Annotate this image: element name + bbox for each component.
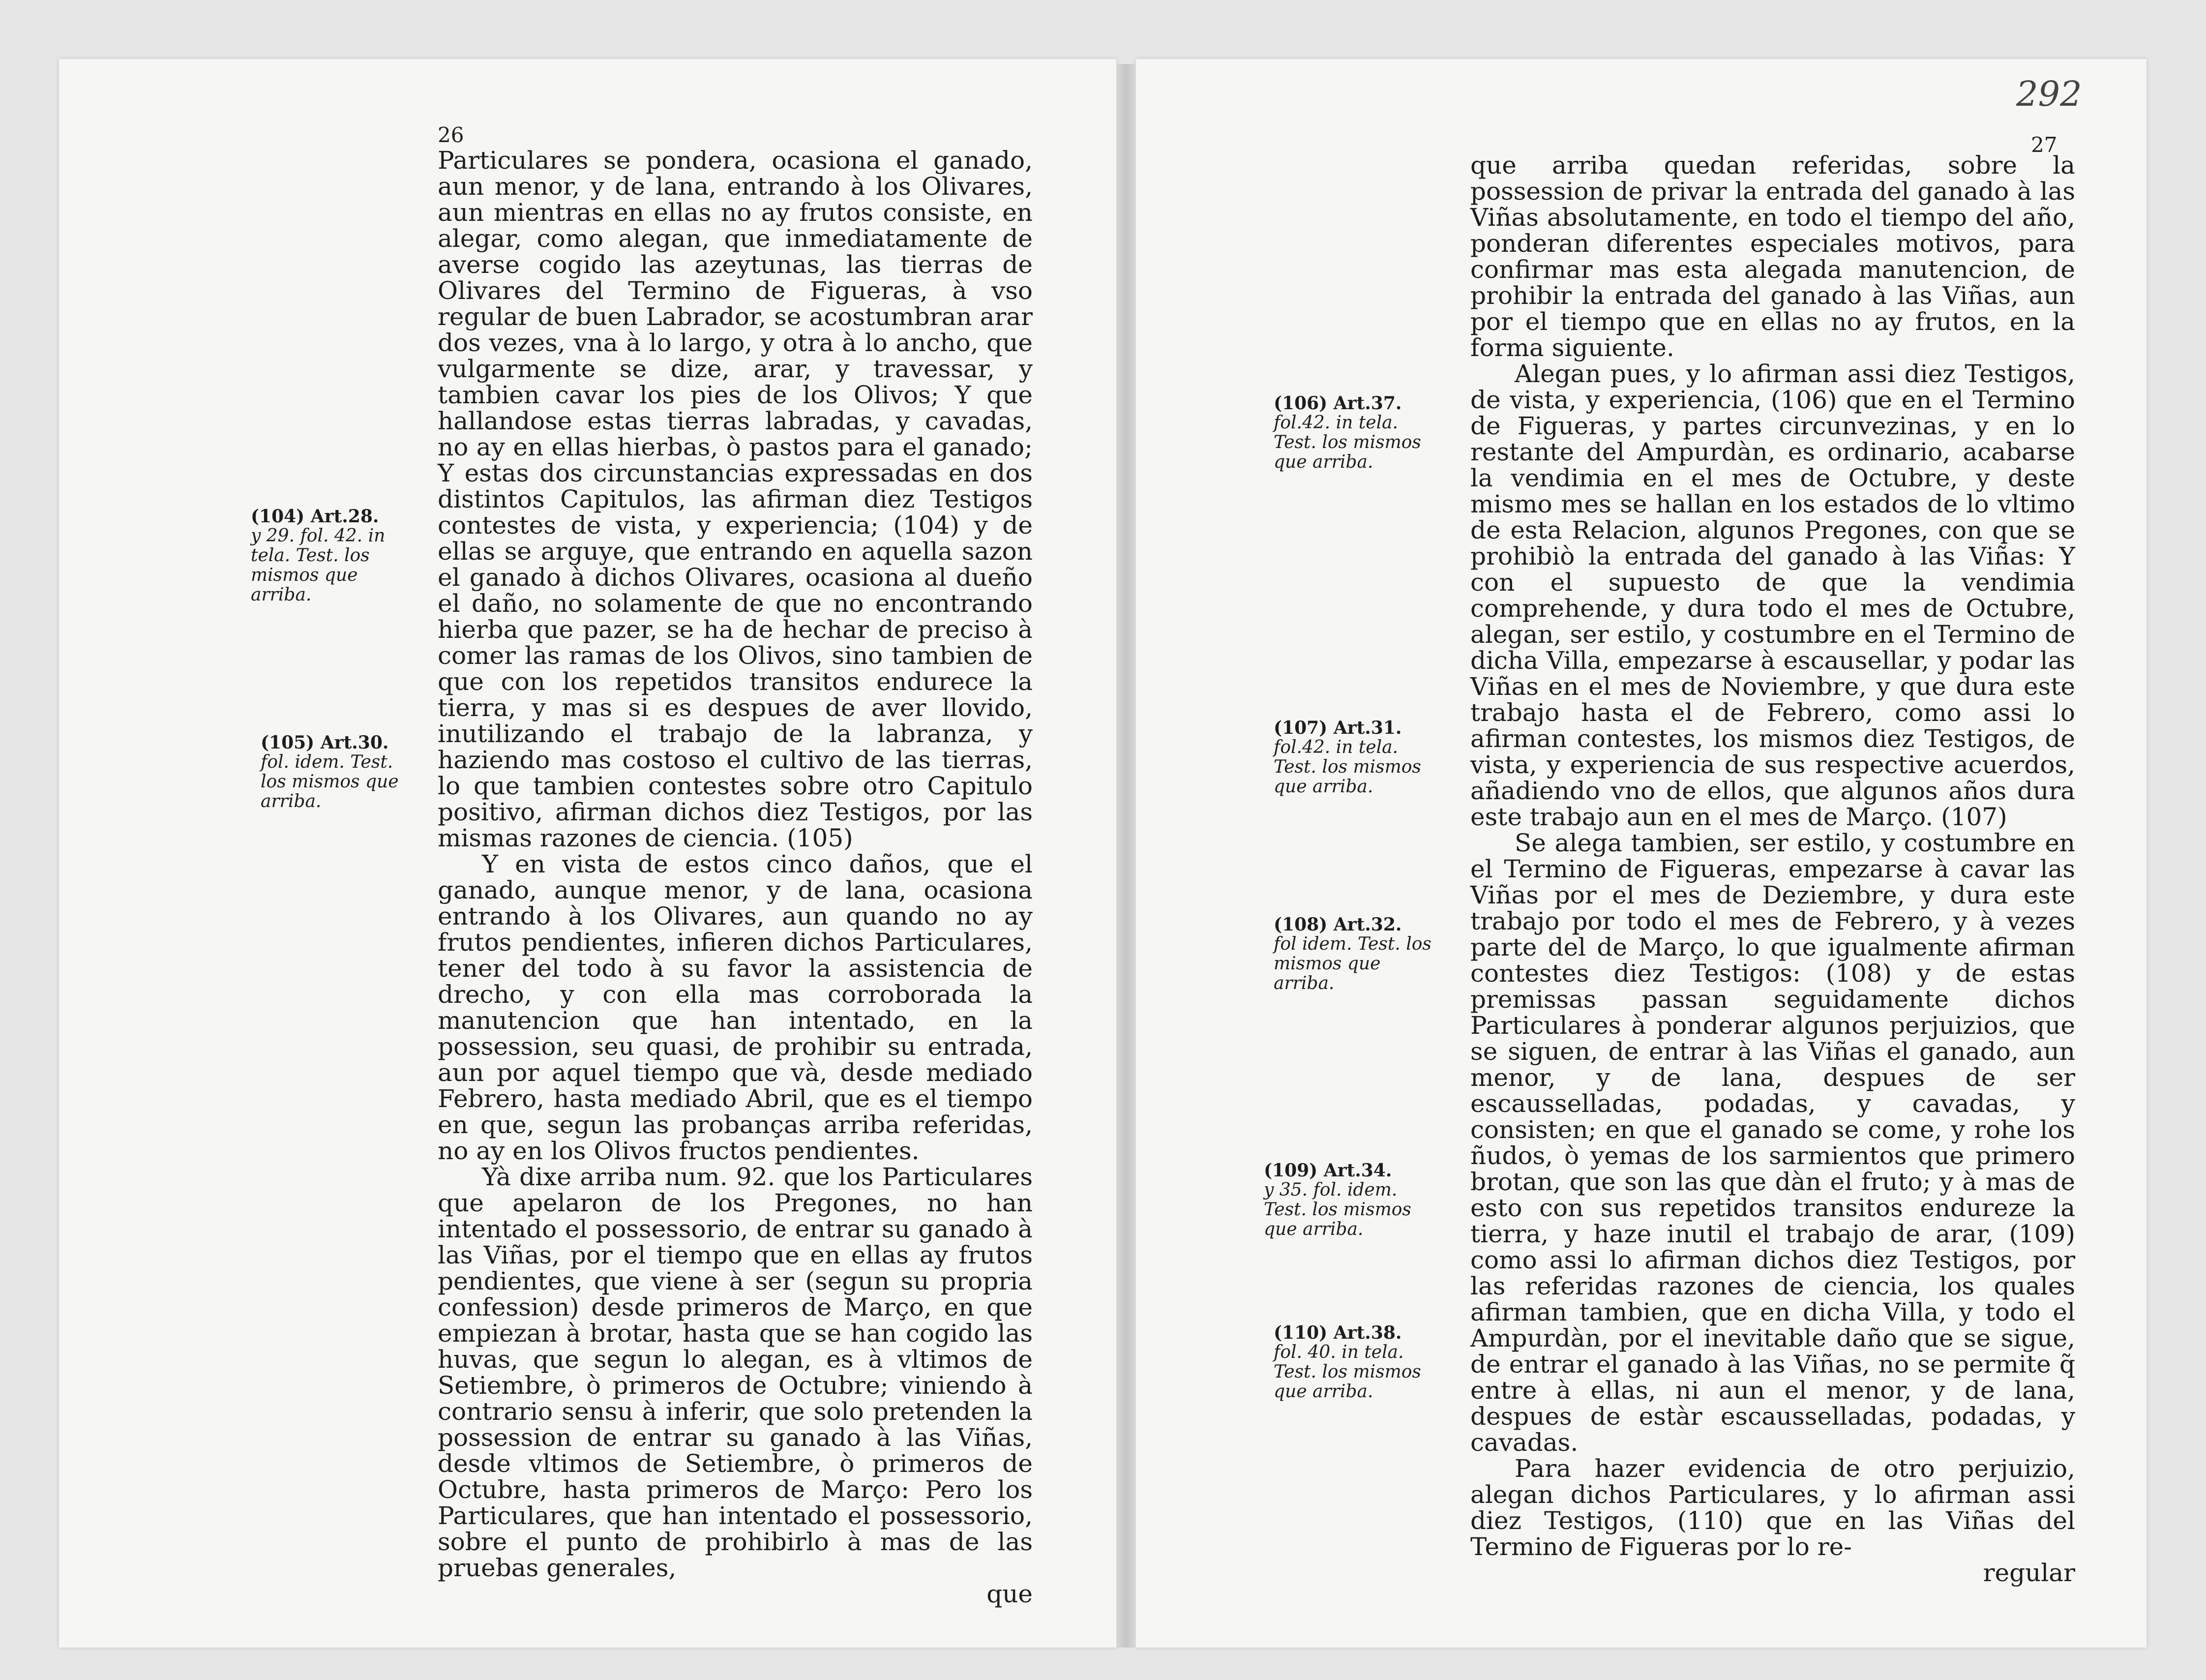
note-source: fol. 40. in tela. Test. los mismos que arriba.: [1274, 1342, 1421, 1402]
page-number-right: 27: [2031, 133, 2057, 157]
right-paragraph-1: que arriba quedan referidas, sobre la possession de privar la entrada del ganado à las Viñas absolutamente, en todo el tiempo del año, ponderan diferentes especiales motivos, para confirmar mas esta alegada manutencion, de prohibir la entrada del ganado à las Viñas, aun por el tiempo que en ellas no ay frutos, en la forma siguiente.: [1470, 151, 2075, 362]
note-source: fol.42. in tela. Test. los mismos que arriba.: [1274, 737, 1421, 797]
margin-note-104: [251, 507, 413, 605]
left-paragraph-3: Yà dixe arriba num. 92. que los Particulares que apelaron de los Pregones, no han intentado el possessorio, de entrar su ganado à las Viñas, por el tiempo que en ellas ay frutos pendientes, que viene à ser (segun su propria confession) desde primeros de Março, en que empiezan à brotar, hasta que se han cogido las huvas, que segun lo alegan, es à vltimos de Setiembre, ò primeros de Octubre; viniendo à contrario sensu à inferir, que solo pretenden la possession de entrar su ganado à las Viñas, desde vltimos de Setiembre, ò primeros de Octubre, hasta primeros de Março: Pero los Particulares, que han intentado el possessorio, sobre el punto de prohibirlo à mas de las pruebas generales,: [438, 1163, 1033, 1582]
right-paragraph-4: Para hazer evidencia de otro perjuizio, alegan dichos Particulares, y lo afirman assi diez Testigos, (110) que en las Viñas del Termino de Figueras por lo re-: [1470, 1454, 2075, 1561]
note-source: fol. idem. Test. los mismos que arriba.: [261, 752, 399, 811]
margin-note-105: [261, 733, 413, 811]
margin-note-109: [1264, 1161, 1441, 1239]
margin-note-107: [1274, 718, 1441, 797]
left-paragraph-1: Particulares se pondera, ocasiona el ganado, aun menor, y de lana, entrando à los Olivares, aun mientras en ellas no ay frutos consiste, en alegar, como alegan, que inmediatamente de averse cogido las azeytunas, las tierras de Olivares del Termino de Figueras, à vso regular de buen Labrador, se acostumbran arar dos vezes, vna à lo largo, y otra à lo ancho, que vulgarmente se dize, arar, y travessar, y tambien cavar los pies de los Olivos; Y que hallandose estas tierras labradas, y cavadas, no ay en ellas hierbas, ò pastos para el ganado; Y estas dos circunstancias expressadas en dos distintos Capitulos, las afirman diez Testigos contestes de vista, y experiencia; (104) y de ellas se arguye, que entrando en aquella sazon el ganado à dichos Olivares, ocasiona al dueño el daño, no solamente de que no encontrando hierba que pazer, se ha de hechar de preciso à comer las ramas de los Olivos, sino tambien de que con los repetidos transitos endurece la tierra, y mas si es despues de aver llovido, inutilizando el trabajo de la labranza, y haziendo mas costoso el cultivo de las tierras, lo que tambien contestes sobre otro Capitulo positivo, afirman dichos diez Testigos, por las mismas razones de ciencia. (105): [438, 146, 1033, 852]
note-source: fol.42. in tela. Test. los mismos que arriba.: [1274, 413, 1421, 472]
folio-number: 292: [2016, 74, 2082, 114]
right-paragraph-2: Alegan pues, y lo afirman assi diez Testigos, de vista, y experiencia, (106) que en el Termino de Figueras, y partes circunvezinas, y en lo restante del Ampurdàn, es ordinario, acabarse la vendimia en el mes de Octubre, y deste mismo mes se hallan en los estados de lo vltimo de esta Relacion, algunos Pregones, con que se prohibiò la entrada del ganado à las Viñas: Y con el supuesto de que la vendimia comprehende, y dura todo el mes de Octubre, alegan, ser estilo, y costumbre en el Termino de dicha Villa, empezarse à escausellar, y podar las Viñas en el mes de Noviembre, y que dura este trabajo hasta el de Febrero, como assi lo afirman contestes, los mismos diez Testigos, de vista, y experiencia de sus respective acuerdos, añadiendo vno de ellos, que algunos años dura este trabajo aun en el mes de Março. (107): [1470, 360, 2075, 831]
right-catchword: regular: [1983, 1559, 2075, 1587]
left-catchword: que: [986, 1580, 1033, 1608]
left-paragraph-2: Y en vista de estos cinco daños, que el ganado, aunque menor, y de lana, ocasiona entrando à los Olivares, aun quando no ay frutos pendientes, infieren dichos Particulares, tener del todo à su favor la assistencia de drecho, y con ella mas corroborada la manutencion que han intentado, en la possession, seu quasi, de prohibir su entrada, aun por aquel tiempo que và, desde mediado Febrero, hasta mediado Abril, que es el tiempo en que, segun las probanças arriba referidas, no ay en los Olivos fructos pendientes.: [438, 850, 1033, 1165]
margin-note-108: [1274, 915, 1441, 993]
note-ref: (105) Art.30.: [261, 732, 389, 753]
note-ref: (106) Art.37.: [1274, 393, 1402, 414]
book-gutter: [1116, 64, 1136, 1648]
note-ref: (110) Art.38.: [1274, 1322, 1402, 1343]
note-ref: (104) Art.28.: [251, 506, 379, 527]
note-source: y 29. fol. 42. in tela. Test. los mismos que arriba.: [251, 526, 386, 605]
margin-note-110: [1274, 1323, 1441, 1402]
page-number-left: 26: [438, 123, 464, 147]
left-body: [438, 148, 1033, 1607]
margin-note-106: [1274, 393, 1441, 472]
right-paragraph-3: Se alega tambien, ser estilo, y costumbre en el Termino de Figueras, empezarse à cavar las Viñas por el mes de Deziembre, y dura este trabajo por todo el mes de Febrero, y à vezes parte del de Março, lo que igualmente afirman contestes diez Testigos: (108) y de estas premissas passan seguidamente dichos Particulares à ponderar algunos perjuizios, que se siguen, de entrar à las Viñas el ganado, aun menor, y de lana, despues de ser escausselladas, podadas, y cavadas, y consisten; en que el ganado se come, y rohe los ñudos, ò yemas de los sarmientos que primero brotan, que son las que dàn el fruto; y à mas de esto con sus repetidos transitos endureze la tierra, y haze inutil el trabajo de arar, (109) como assi lo afirman dichos diez Testigos, por las referidas razones de ciencia, los quales afirman tambien, que en dicha Villa, y todo el Ampurdàn, por el inevitable daño que se sigue, de entrar el ganado à las Viñas, no se permite q̃ entre à ellas, ni aun el menor, y de lana, despues de estàr escausselladas, podadas, y cavadas.: [1470, 829, 2075, 1457]
note-ref: (108) Art.32.: [1274, 914, 1402, 935]
note-source: fol idem. Test. los mismos que arriba.: [1274, 934, 1431, 993]
note-source: y 35. fol. idem. Test. los mismos que arriba.: [1264, 1180, 1411, 1239]
note-ref: (107) Art.31.: [1274, 718, 1402, 738]
right-body: [1470, 152, 2075, 1586]
note-ref: (109) Art.34.: [1264, 1160, 1392, 1181]
